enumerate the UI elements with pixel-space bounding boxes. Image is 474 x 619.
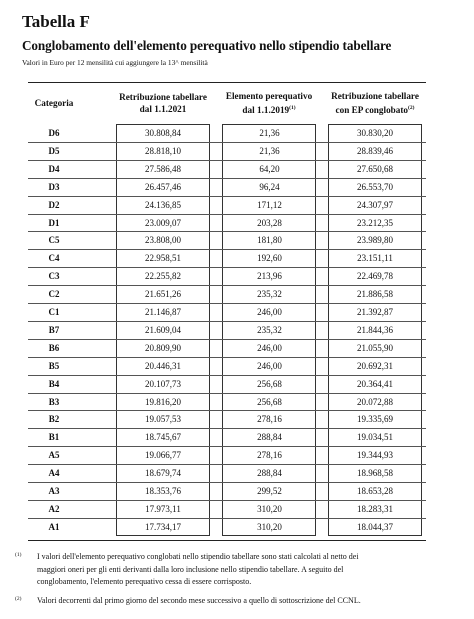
category-cell: B3 [48, 396, 60, 407]
row-divider [28, 410, 426, 411]
category-cell: B7 [48, 324, 60, 335]
conglobato-cell: 18.283,31 [357, 503, 393, 514]
conglobato-cell: 23.989,80 [357, 235, 393, 246]
conglobato-cell: 30.830,20 [357, 128, 393, 138]
retribuzione-cell: 20.446,31 [145, 360, 181, 371]
category-cell: A1 [48, 521, 60, 532]
row-divider [28, 357, 426, 358]
elemento-cell: 278,16 [257, 450, 282, 461]
retribuzione-cell: 18.353,76 [145, 486, 181, 496]
retribuzione-cell: 27.586,48 [145, 163, 181, 174]
elemento-cell: 310,20 [257, 521, 282, 532]
footnote-mark: (2) [15, 595, 22, 602]
table-row [28, 482, 426, 499]
conglobato-cell: 19.034,51 [357, 432, 393, 443]
category-cell: C1 [48, 307, 60, 317]
retribuzione-cell: 18.679,74 [145, 468, 181, 479]
retribuzione-cell: 19.057,53 [145, 414, 181, 425]
table-row [28, 321, 426, 338]
retribuzione-cell: 19.816,20 [145, 396, 181, 407]
footnote-line: maggiori oneri per gli enti derivanti dalla loro inclusione nello stipendio tabellare. A seguito del [37, 564, 344, 574]
category-cell: C2 [48, 289, 60, 300]
conglobato-cell: 28.839,46 [357, 145, 393, 156]
conglobato-cell: 23.212,35 [357, 217, 393, 228]
conglobato-cell: 19.344,93 [357, 450, 393, 461]
category-cell: D1 [48, 217, 60, 228]
elemento-cell: 278,16 [257, 414, 282, 425]
table-title: Tabella F [22, 12, 90, 31]
category-cell: D4 [48, 163, 60, 174]
table-note: Valori in Euro per 12 mensilità cui aggiungere la 13^ mensilità [22, 58, 208, 67]
row-divider [28, 178, 426, 179]
category-cell: A2 [48, 503, 60, 514]
conglobato-cell: 20.692,31 [357, 360, 393, 371]
conglobato-cell: 18.653,28 [357, 486, 393, 496]
conglobato-cell: 26.553,70 [357, 181, 393, 192]
row-divider [28, 339, 426, 340]
category-cell: B5 [48, 360, 60, 371]
conglobato-cell: 24.307,97 [357, 199, 393, 210]
category-cell: C3 [48, 271, 60, 282]
category-cell: B4 [48, 378, 60, 389]
conglobato-cell: 21.392,87 [357, 307, 393, 317]
category-cell: A5 [48, 450, 60, 461]
elemento-cell: 21,36 [259, 145, 280, 156]
table-row [28, 357, 426, 374]
header-col3: Retribuzione tabellare con EP conglobato$^{(2)}$ [331, 90, 419, 116]
category-cell: C4 [48, 253, 60, 264]
row-divider [28, 428, 426, 429]
category-cell: C5 [48, 235, 60, 246]
category-cell: D6 [48, 128, 60, 138]
table-row [28, 339, 426, 356]
table-row [28, 249, 426, 266]
table-bottom-rule [28, 540, 426, 541]
elemento-cell: 192,60 [257, 253, 282, 264]
row-divider [28, 214, 426, 215]
table-row [28, 464, 426, 481]
elemento-cell: 299,52 [257, 486, 282, 496]
category-cell: D5 [48, 145, 60, 156]
category-cell: D3 [48, 181, 60, 192]
row-divider [28, 375, 426, 376]
elemento-cell: 256,68 [257, 378, 282, 389]
elemento-cell: 203,28 [257, 217, 282, 228]
category-cell: A3 [48, 486, 60, 496]
row-divider [28, 196, 426, 197]
table-row [28, 178, 426, 195]
retribuzione-cell: 20.107,73 [145, 378, 181, 389]
category-cell: B1 [48, 432, 60, 443]
retribuzione-cell: 17.734,17 [145, 521, 181, 532]
category-cell: B6 [48, 342, 60, 353]
row-divider [28, 285, 426, 286]
elemento-cell: 96,24 [259, 181, 280, 192]
conglobato-cell: 19.335,69 [357, 414, 393, 425]
retribuzione-cell: 17.973,11 [145, 503, 181, 514]
table-row [28, 375, 426, 392]
retribuzione-cell: 30.808,84 [145, 128, 181, 138]
table-row [28, 446, 426, 463]
retribuzione-cell: 24.136,85 [145, 199, 181, 210]
elemento-cell: 235,32 [257, 289, 282, 300]
row-divider [28, 518, 426, 519]
table-row [28, 160, 426, 177]
row-divider [28, 231, 426, 232]
row-divider [28, 321, 426, 322]
conglobato-cell: 18.044,37 [357, 521, 393, 532]
table-row [28, 428, 426, 445]
retribuzione-cell: 22.255,82 [145, 271, 181, 282]
table-row [28, 518, 426, 535]
row-divider [28, 393, 426, 394]
elemento-cell: 246,00 [257, 342, 282, 353]
retribuzione-cell: 20.809,90 [145, 342, 181, 353]
row-divider [28, 160, 426, 161]
category-cell: A4 [48, 468, 60, 479]
header-categoria: Categoria [34, 98, 74, 108]
retribuzione-cell: 23.808,00 [145, 235, 181, 246]
row-divider [28, 267, 426, 268]
retribuzione-cell: 19.066,77 [145, 450, 181, 461]
retribuzione-cell: 23.009,07 [145, 217, 181, 228]
row-divider [28, 482, 426, 483]
elemento-cell: 235,32 [257, 324, 282, 335]
header-col1: Retribuzione tabellare dal 1.1.2021 [119, 92, 207, 114]
row-divider [28, 446, 426, 447]
table-row [28, 393, 426, 410]
conglobato-cell: 21.886,58 [357, 289, 393, 300]
elemento-cell: 256,68 [257, 396, 282, 407]
category-cell: D2 [48, 199, 60, 210]
table-subtitle: Conglobamento dell'elemento perequativo nello stipendio tabellare [22, 38, 392, 53]
table-row [28, 214, 426, 231]
elemento-cell: 213,96 [257, 271, 282, 282]
row-divider [28, 303, 426, 304]
retribuzione-cell: 21.609,04 [145, 324, 181, 335]
row-divider [28, 249, 426, 250]
conglobato-cell: 20.364,41 [357, 378, 393, 389]
elemento-cell: 288,84 [257, 432, 282, 443]
table-row [28, 500, 426, 517]
footnote-line: I valori dell'elemento perequativo conglobati nello stipendio tabellare sono stati calcolati al netto dei [37, 552, 359, 561]
retribuzione-cell: 21.651,26 [145, 289, 181, 300]
table-row [28, 124, 426, 141]
category-cell: B2 [48, 414, 60, 425]
table-row [28, 196, 426, 213]
conglobato-cell: 20.072,88 [357, 396, 393, 407]
header-col2: Elemento perequativo dal 1.1.2019$^{(1)}$ [225, 90, 313, 116]
elemento-cell: 288,84 [257, 468, 282, 479]
elemento-cell: 171,12 [257, 199, 282, 210]
table-row [28, 231, 426, 248]
conglobato-cell: 23.151,11 [357, 253, 393, 264]
conglobato-cell: 18.968,58 [357, 468, 393, 479]
elemento-cell: 64,20 [259, 163, 280, 174]
table-row [28, 303, 426, 320]
table-row [28, 142, 426, 159]
table-row [28, 285, 426, 302]
elemento-cell: 246,00 [257, 360, 282, 371]
table-row [28, 267, 426, 284]
footnote-line: Valori decorrenti dal primo giorno del secondo mese successivo a quello di sottoscrizione del CCNL. [37, 595, 361, 605]
retribuzione-cell: 18.745,67 [145, 432, 181, 443]
conglobato-cell: 22.469,78 [357, 271, 393, 282]
retribuzione-cell: 22.958,51 [145, 253, 181, 264]
footnote-mark: (1) [15, 552, 22, 558]
row-divider [28, 142, 426, 143]
elemento-cell: 310,20 [257, 503, 282, 514]
elemento-cell: 246,00 [257, 307, 282, 317]
table-row [28, 410, 426, 427]
row-divider [28, 464, 426, 465]
elemento-cell: 21,36 [259, 128, 280, 138]
conglobato-cell: 27.650,68 [357, 163, 393, 174]
elemento-cell: 181,80 [257, 235, 282, 246]
row-divider [28, 500, 426, 501]
retribuzione-cell: 26.457,46 [145, 181, 181, 192]
retribuzione-cell: 21.146,87 [145, 307, 181, 317]
footnote-line: conglobamento, l'elemento perequativo cessa di essere corrisposto. [37, 577, 252, 586]
conglobato-cell: 21.844,36 [357, 324, 393, 335]
conglobato-cell: 21.055,90 [357, 342, 393, 353]
retribuzione-cell: 28.818,10 [145, 145, 181, 156]
